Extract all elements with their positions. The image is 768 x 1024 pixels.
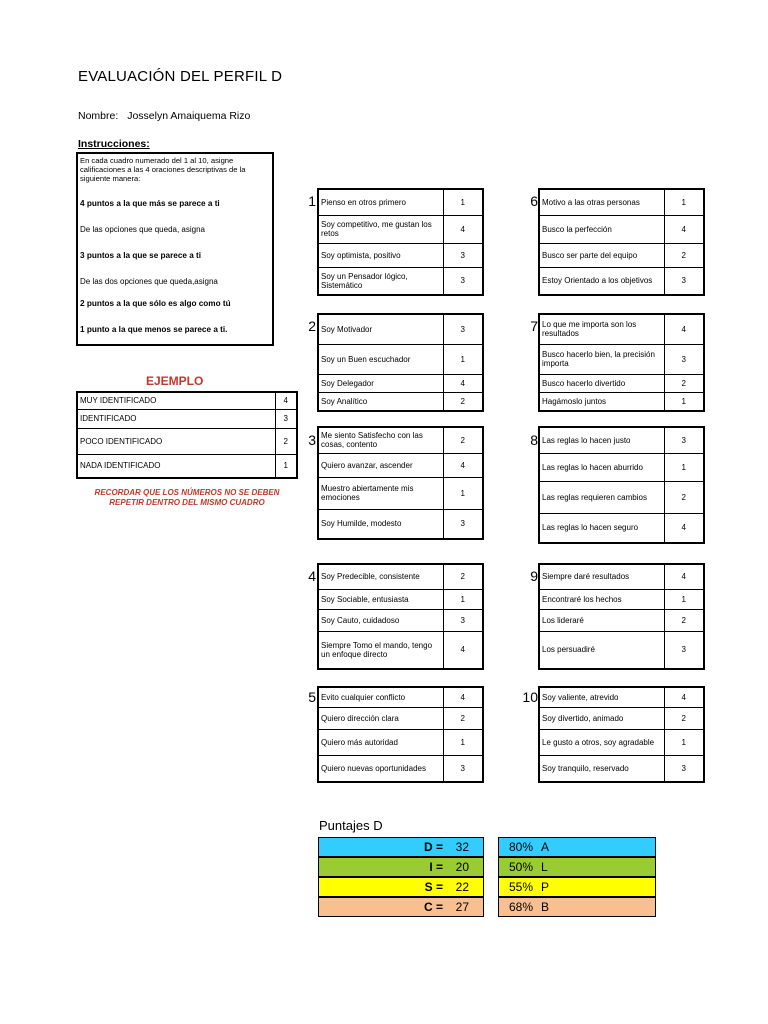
question-row: [539, 729, 704, 755]
ejemplo-row: [77, 454, 297, 478]
question-group-8: [538, 426, 705, 544]
question-score: 3: [443, 755, 483, 782]
ejemplo-label: NADA IDENTIFICADO: [77, 454, 275, 478]
question-text: Estoy Orientado a los objetivos: [539, 267, 664, 295]
name-value: Josselyn Amaiquema Rizo: [127, 110, 251, 122]
score-letter: L: [541, 860, 548, 874]
question-row: [539, 755, 704, 782]
ejemplo-value: 1: [275, 454, 297, 478]
question-score: 4: [664, 215, 704, 243]
question-text: Soy Cauto, cuidadoso: [318, 609, 443, 631]
instructions-line-4: De las dos opciones que queda,asigna: [80, 277, 218, 286]
question-score: 4: [443, 215, 483, 243]
question-score: 1: [664, 589, 704, 609]
score-label: C =: [423, 900, 443, 914]
question-score: 1: [443, 477, 483, 509]
question-score: 2: [664, 609, 704, 631]
question-row: [318, 453, 483, 477]
question-row: [318, 609, 483, 631]
score-row-right: [498, 877, 656, 897]
question-row: [539, 243, 704, 267]
question-text: Soy Delegador: [318, 374, 443, 392]
question-row: [539, 513, 704, 543]
score-label: I =: [429, 860, 443, 874]
question-score: 2: [443, 392, 483, 411]
question-row: [539, 564, 704, 589]
question-text: Los persuadiré: [539, 631, 664, 669]
question-score: 2: [443, 564, 483, 589]
name-line: [78, 110, 250, 122]
question-row: [539, 631, 704, 669]
score-row-left: [318, 837, 484, 857]
question-score: 1: [443, 729, 483, 755]
instructions-line-1: 4 puntos a la que más se parece a ti: [80, 199, 220, 208]
question-group-10: [538, 686, 705, 783]
question-row: [539, 707, 704, 729]
question-group-6: [538, 188, 705, 296]
instructions-line-3: 3 puntos a la que se parece a ti: [80, 251, 202, 260]
question-score: 4: [443, 687, 483, 707]
question-group-7: [538, 313, 705, 412]
score-value: 22: [455, 880, 469, 894]
question-text: Soy tranquilo, reservado: [539, 755, 664, 782]
question-row: [318, 564, 483, 589]
question-text: Quiero nuevas oportunidades: [318, 755, 443, 782]
question-row: [318, 729, 483, 755]
score-value: 32: [455, 840, 469, 854]
question-text: Soy Motivador: [318, 314, 443, 344]
question-score: 2: [664, 374, 704, 392]
instructions-intro: En cada cuadro numerado del 1 al 10, asigne calificaciones a las 4 oraciones descriptivas de la siguiente manera:: [80, 156, 246, 183]
instructions-line-2: De las opciones que queda, asigna: [80, 225, 205, 234]
score-value: 27: [455, 900, 469, 914]
group-number: 7: [530, 318, 538, 334]
group-number: 5: [308, 689, 316, 705]
question-score: 3: [664, 344, 704, 374]
question-row: [318, 243, 483, 267]
question-score: 2: [443, 707, 483, 729]
ejemplo-value: 4: [275, 392, 297, 409]
question-score: 3: [443, 243, 483, 267]
question-row: [539, 609, 704, 631]
group-number: 8: [530, 432, 538, 448]
question-text: Siempre daré resultados: [539, 564, 664, 589]
question-text: Quiero más autoridad: [318, 729, 443, 755]
group-number: 3: [308, 432, 316, 448]
name-label: Nombre:: [78, 110, 119, 122]
scores-title: Puntajes D: [319, 818, 383, 833]
question-text: Las reglas lo hacen justo: [539, 427, 664, 453]
question-row: [539, 215, 704, 243]
instructions-heading: Instrucciones:: [78, 138, 150, 150]
question-text: Soy Analítico: [318, 392, 443, 411]
instructions-box: [76, 152, 274, 346]
question-text: Lo que me importa son los resultados: [539, 314, 664, 344]
question-row: [539, 427, 704, 453]
score-percent: 55%: [509, 880, 534, 894]
question-row: [318, 631, 483, 669]
ejemplo-value: 2: [275, 428, 297, 454]
question-row: [539, 344, 704, 374]
question-score: 1: [443, 344, 483, 374]
question-row: [318, 755, 483, 782]
score-label: S =: [424, 880, 443, 894]
question-score: 4: [443, 453, 483, 477]
score-letter: A: [541, 840, 550, 854]
question-row: [318, 189, 483, 215]
question-score: 3: [664, 755, 704, 782]
question-score: 3: [443, 314, 483, 344]
question-score: 4: [443, 374, 483, 392]
question-score: 3: [664, 267, 704, 295]
group-number: 1: [308, 193, 316, 209]
question-score: 1: [443, 189, 483, 215]
question-group-5: [317, 686, 484, 783]
question-text: Quiero dirección clara: [318, 707, 443, 729]
score-label: D =: [423, 840, 443, 854]
question-text: Evito cualquier conflicto: [318, 687, 443, 707]
question-row: [318, 374, 483, 392]
question-text: Busco la perfección: [539, 215, 664, 243]
ejemplo-row: [77, 392, 297, 409]
question-text: Las reglas requieren cambios: [539, 481, 664, 513]
question-text: Soy un Buen escuchador: [318, 344, 443, 374]
score-value: 20: [455, 860, 469, 874]
question-text: Busco ser parte del equipo: [539, 243, 664, 267]
ejemplo-title: EJEMPLO: [146, 374, 204, 388]
question-score: 1: [664, 729, 704, 755]
score-row-right: [498, 897, 656, 917]
question-row: [318, 589, 483, 609]
question-score: 4: [664, 564, 704, 589]
group-number: 2: [308, 318, 316, 334]
ejemplo-label: POCO IDENTIFICADO: [77, 428, 275, 454]
question-text: Muestro abiertamente mis emociones: [318, 477, 443, 509]
question-row: [539, 687, 704, 707]
question-text: Quiero avanzar, ascender: [318, 453, 443, 477]
question-row: [539, 374, 704, 392]
question-text: Los lideraré: [539, 609, 664, 631]
question-score: 4: [664, 314, 704, 344]
question-text: Pienso en otros primero: [318, 189, 443, 215]
ejemplo-value: 3: [275, 409, 297, 428]
question-group-3: [317, 426, 484, 540]
question-text: Soy Sociable, entusiasta: [318, 589, 443, 609]
score-row-right: [498, 837, 656, 857]
question-row: [318, 267, 483, 295]
question-text: Las reglas lo hacen aburrido: [539, 453, 664, 481]
question-row: [539, 481, 704, 513]
score-letter: P: [541, 880, 550, 894]
question-group-2: [317, 313, 484, 412]
question-row: [318, 215, 483, 243]
score-letter: B: [541, 900, 550, 914]
instructions-line-6: 1 punto a la que menos se parece a ti.: [80, 325, 228, 334]
group-number: 4: [308, 568, 316, 584]
question-row: [318, 477, 483, 509]
question-row: [539, 267, 704, 295]
question-text: Soy Humilde, modesto: [318, 509, 443, 539]
score-row-left: [318, 897, 484, 917]
question-group-9: [538, 563, 705, 670]
question-text: Busco hacerlo bien, la precisión importa: [539, 344, 664, 374]
ejemplo-table: [76, 391, 298, 479]
question-row: [318, 707, 483, 729]
question-score: 3: [443, 609, 483, 631]
score-percent: 68%: [509, 900, 534, 914]
question-row: [318, 392, 483, 411]
question-text: Soy Predecible, consistente: [318, 564, 443, 589]
question-text: Las reglas lo hacen seguro: [539, 513, 664, 543]
question-row: [539, 189, 704, 215]
question-text: Soy optimista, positivo: [318, 243, 443, 267]
question-text: Me siento Satisfecho con las cosas, contento: [318, 427, 443, 453]
score-percent: 50%: [509, 860, 534, 874]
ejemplo-label: IDENTIFICADO: [77, 409, 275, 428]
question-score: 3: [443, 509, 483, 539]
question-row: [539, 453, 704, 481]
question-score: 2: [664, 481, 704, 513]
question-score: 2: [664, 707, 704, 729]
question-score: 4: [664, 687, 704, 707]
question-score: 1: [664, 453, 704, 481]
question-text: Busco hacerlo divertido: [539, 374, 664, 392]
page-title: EVALUACIÓN DEL PERFIL D: [78, 68, 283, 85]
question-score: 3: [664, 631, 704, 669]
question-group-1: [317, 188, 484, 296]
question-row: [318, 314, 483, 344]
question-score: 3: [443, 267, 483, 295]
score-row-right: [498, 857, 656, 877]
instructions-line-5: 2 puntos a la que sólo es algo como tú: [80, 299, 231, 308]
score-row-left: [318, 877, 484, 897]
question-text: Hagámoslo juntos: [539, 392, 664, 411]
reminder-note: RECORDAR QUE LOS NÚMEROS NO SE DEBEN REPETIR DENTRO DEL MISMO CUADRO: [94, 488, 280, 507]
question-text: Soy un Pensador lógico, Sistemático: [318, 267, 443, 295]
question-score: 1: [664, 189, 704, 215]
question-score: 4: [443, 631, 483, 669]
question-text: Soy competitivo, me gustan los retos: [318, 215, 443, 243]
question-text: Encontraré los hechos: [539, 589, 664, 609]
ejemplo-label: MUY IDENTIFICADO: [77, 392, 275, 409]
question-text: Motivo a las otras personas: [539, 189, 664, 215]
score-row-left: [318, 857, 484, 877]
question-text: Le gusto a otros, soy agradable: [539, 729, 664, 755]
group-number: 10: [522, 689, 538, 705]
score-percent: 80%: [509, 840, 534, 854]
question-row: [318, 687, 483, 707]
question-text: Siempre Tomo el mando, tengo un enfoque directo: [318, 631, 443, 669]
question-score: 1: [443, 589, 483, 609]
question-row: [318, 509, 483, 539]
question-score: 1: [664, 392, 704, 411]
question-group-4: [317, 563, 484, 670]
group-number: 9: [530, 568, 538, 584]
question-row: [539, 314, 704, 344]
ejemplo-row: [77, 409, 297, 428]
question-score: 4: [664, 513, 704, 543]
question-row: [539, 392, 704, 411]
group-number: 6: [530, 193, 538, 209]
question-text: Soy valiente, atrevido: [539, 687, 664, 707]
question-row: [318, 344, 483, 374]
question-text: Soy divertido, animado: [539, 707, 664, 729]
ejemplo-row: [77, 428, 297, 454]
question-score: 3: [664, 427, 704, 453]
question-row: [318, 427, 483, 453]
question-row: [539, 589, 704, 609]
question-score: 2: [443, 427, 483, 453]
question-score: 2: [664, 243, 704, 267]
